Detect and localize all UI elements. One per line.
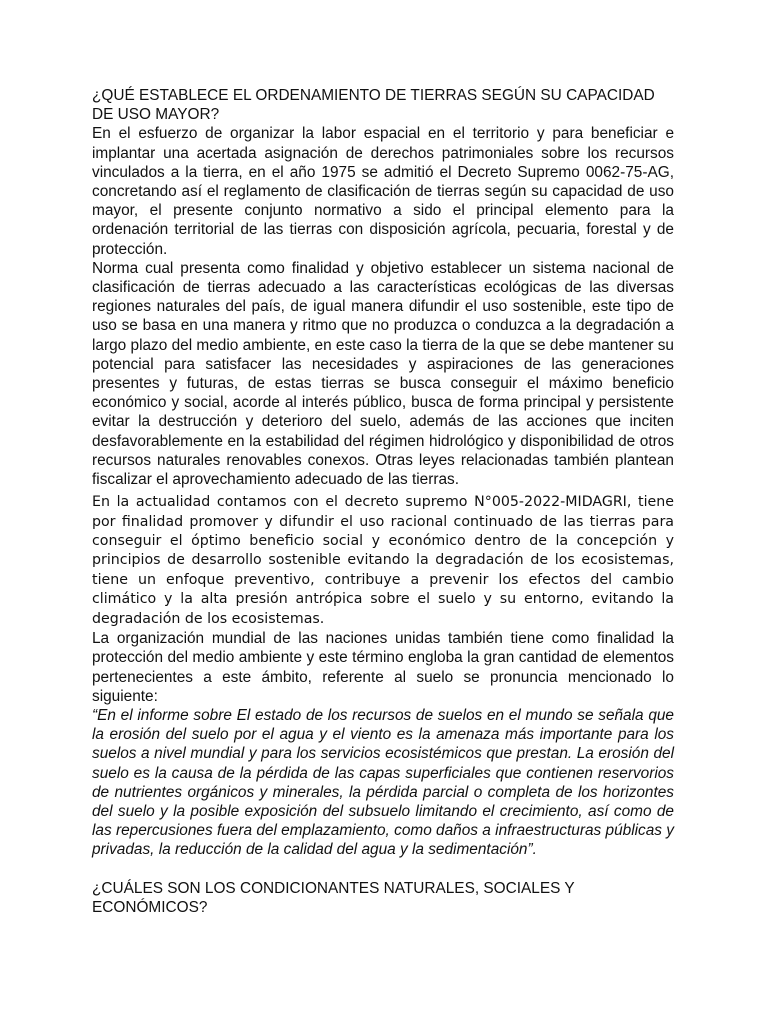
section-heading-ordenamiento: ¿QUÉ ESTABLECE EL ORDENAMIENTO DE TIERRAS SEGÚN SU CAPACIDAD DE USO MAYOR? [92, 87, 655, 124]
quote-informe-suelos: “En el informe sobre El estado de los recursos de suelos en el mundo se señala que la erosión del suelo por el agua y el viento es la amenaza más importante para los suelos a nivel mundial y para los servicios ecosistémicos que prestan. La erosión del suelo es la causa de la pérdida de las capas superficiales que contienen reservorios de nutrientes orgánicos y minerales, la pérdida parcial o completa de los horizontes del suelo y la posible exposición del subsuelo limitando el crecimiento, así como de las repercusiones fuera del emplazamiento, como daños a infraestructuras públicas y privadas, la reducción de la calidad del agua y la sedimentación”. [92, 706, 674, 859]
section-heading-condicionantes: ¿CUÁLES SON LOS CONDICIONANTES NATURALES, SOCIALES Y ECONÓMICOS? [92, 879, 575, 916]
blank-line [92, 860, 674, 879]
document-page [92, 86, 674, 917]
paragraph-onu: La organización mundial de las naciones unidas también tiene como finalidad la protección del medio ambiente y este término engloba la gran cantidad de elementos pertenecientes a este ámbito, referente al suelo se pronuncia mencionado lo siguiente: [92, 630, 674, 705]
paragraph-decreto-2022: En la actualidad contamos con el decreto supremo N°005-2022-MIDAGRI, tiene por finalidad promover y difundir el uso racional continuado de las tierras para conseguir el óptimo beneficio social y económico dentro de la concepción y principios de desarrollo sostenible evitando la degradación de los ecosistemas, tiene un enfoque preventivo, contribuye a prevenir los efectos del cambio climático y la alta presión antrópica sobre el suelo y su entorno, evitando la degradación de los ecosistemas. [92, 494, 674, 627]
paragraph-finalidad-norma: Norma cual presenta como finalidad y objetivo establecer un sistema nacional de clasificación de tierras adecuado a las características ecológicas de las diversas regiones naturales del país, de igual manera difundir el uso sostenible, este tipo de uso se basa en una manera y ritmo que no produzca o conduzca a la degradación a largo plazo del medio ambiente, en este caso la tierra de la que se debe mantener su potencial para satisfacer las necesidades y aspiraciones de las generaciones presentes y futuras, de estas tierras se busca conseguir el máximo beneficio económico y social, acorde al interés público, busca de forma principal y persistente evitar la destrucción y deterioro del suelo, además de las acciones que inciten desfavorablemente en la estabilidad del régimen hidrológico y disponibilidad de otros recursos naturales renovables conexos. Otras leyes relacionadas también plantean fiscalizar el aprovechamiento adecuado de las tierras. [92, 259, 674, 489]
paragraph-decreto-1975: En el esfuerzo de organizar la labor espacial en el territorio y para beneficiar e implantar una acertada asignación de derechos patrimoniales sobre los recursos vinculados a la tierra, en el año 1975 se admitió el Decreto Supremo 0062-75-AG, concretando así el reglamento de clasificación de tierras según su capacidad de uso mayor, el presente conjunto normativo a sido el principal elemento para la ordenación territorial de las tierras con disposición agrícola, pecuaria, forestal y de protección. [92, 125, 674, 258]
